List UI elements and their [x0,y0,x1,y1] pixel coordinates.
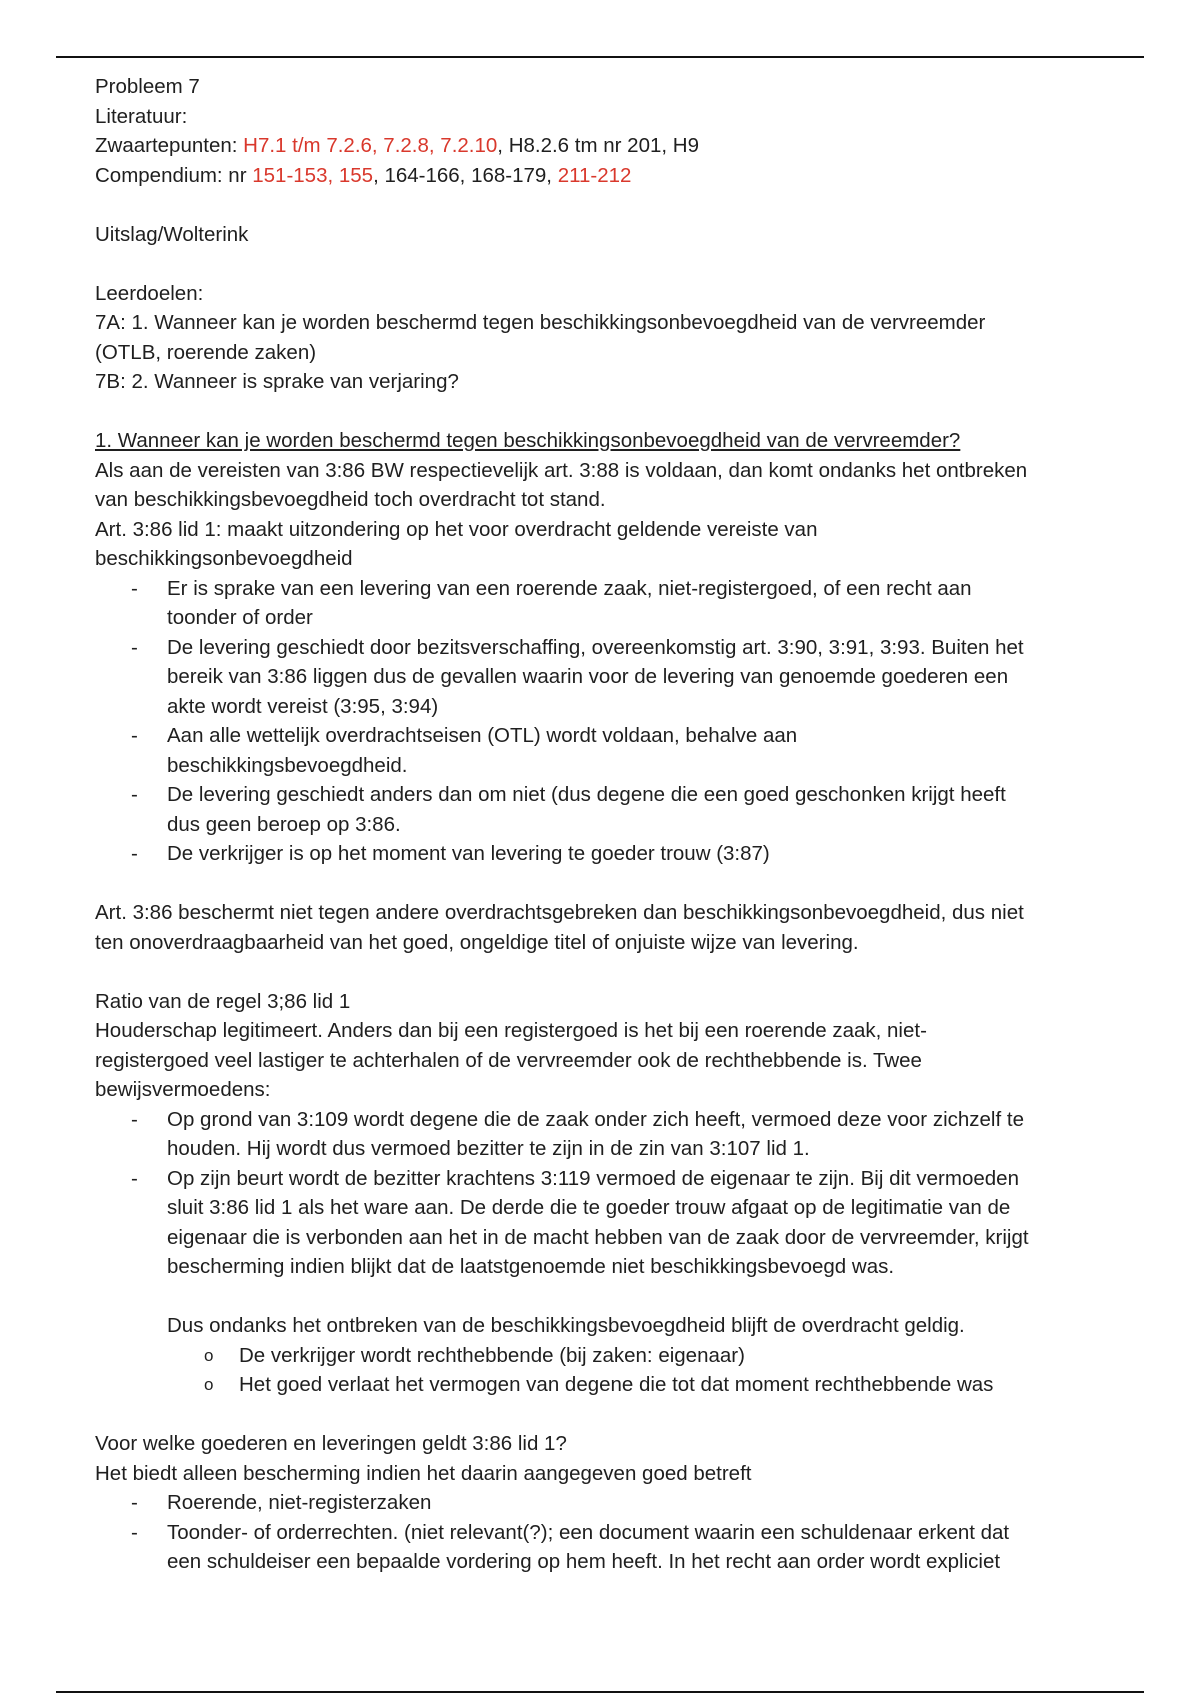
compendium-highlight-2: 211-212 [557,163,632,187]
section-1-intro-line-1: Als aan de vereisten van 3:86 BW respectievelijk art. 3:88 is voldaan, dan komt ondanks het ontbreken [95,458,1028,482]
list-item-line: - Er is sprake van een levering van een roerende zaak, niet-registergoed, of een recht aan [167,576,972,600]
article-line-1: Art. 3:86 lid 1: maakt uitzondering op het voor overdracht geldende vereiste van [95,517,818,541]
page-title: Probleem 7 [95,75,200,98]
list-item-line: - De levering geschiedt door bezitsverschaffing, overeenkomstig art. 3:90, 3:91, 3:93. Buiten het [167,635,1024,659]
list-item [95,574,1105,633]
list-item-line: bereik van 3:86 liggen dus de gevallen waarin voor de levering van genoemde goederen een [167,665,1009,688]
article-line-2: beschikkingsonbevoegdheid [95,547,353,570]
list-item-line: o De verkrijger wordt rechthebbende (bij zaken: eigenaar) [239,1343,745,1367]
list-item [95,1370,1105,1400]
compendium-middle: , 164-166, 168-179, [373,163,558,187]
list-item-line: - Op zijn beurt wordt de bezitter krachtens 3:119 vermoed de eigenaar te zijn. Bij dit vermoeden [167,1166,1019,1190]
list-item-line: dus geen beroep op 3:86. [167,812,401,836]
goods-intro: Het biedt alleen bescherming indien het daarin aangegeven goed betreft [95,1461,752,1485]
section-1-heading: 1. Wanneer kan je worden beschermd tegen beschikkingsonbevoegdheid van de vervreemder? [95,429,961,452]
list-item-line: - Toonder- of orderrechten. (niet relevant(?); een document waarin een schuldenaar erkent dat [167,1520,1010,1544]
list-item-line: beschikkingsbevoegdheid. [167,753,408,777]
compendium-highlight-1: 151-153, 155 [252,163,374,187]
list-item-line: toonder of order [167,606,313,629]
literature-label: Literatuur: [95,104,188,128]
list-item [95,1488,1105,1518]
list-item [95,1164,1105,1282]
compendium-line [95,161,1105,191]
list-item-line: - Op grond van 3:109 wordt degene die de zaak onder zich heeft, vermoed deze voor zichzelf te [167,1107,1024,1131]
compendium-label: Compendium: nr [95,163,253,187]
goal-7a-line-1: 7A: 1. Wanneer kan je worden beschermd tegen beschikkingsonbevoegdheid van de vervreemder [95,311,986,334]
note-line-2: ten onoverdraagbaarheid van het goed, ongeldige titel of onjuiste wijze van levering. [95,930,859,954]
zwaartepunten-label: Zwaartepunten: [95,134,244,157]
list-item-line: een schuldeiser een bepaalde vordering op hem heeft. In het recht aan order wordt expliciet [167,1550,1001,1573]
list-item [95,780,1105,839]
list-item [95,721,1105,780]
section-1-intro-line-2: van beschikkingsbevoegdheid toch overdracht tot stand. [95,488,606,511]
list-item [95,1518,1105,1577]
list-item [95,839,1105,869]
zwaartepunten-rest: , H8.2.6 tm nr 201, H9 [497,134,699,157]
document-body [95,72,1105,1577]
bottom-rule [56,1691,1144,1693]
list-item-line: akte wordt vereist (3:95, 3:94) [167,694,439,718]
goods-list [95,1488,1105,1577]
list-item [95,633,1105,722]
list-item-line: - Roerende, niet-registerzaken [167,1491,432,1514]
ratio-heading: Ratio van de regel 3;86 lid 1 [95,989,351,1013]
goods-heading: Voor welke goederen en leveringen geldt 3:86 lid 1? [95,1432,567,1455]
presumptions-list [95,1105,1105,1282]
list-item-line: - De verkrijger is op het moment van levering te goeder trouw (3:87) [167,842,770,865]
list-item-line: - De levering geschiedt anders dan om niet (dus degene die een goed geschonken krijgt heeft [167,783,1006,806]
goal-7b: 7B: 2. Wanneer is sprake van verjaring? [95,370,459,393]
zwaartepunten-line [95,131,1105,161]
list-item [95,1341,1105,1371]
note-line-1: Art. 3:86 beschermt niet tegen andere overdrachtsgebreken dan beschikkingsonbevoegdheid, dus niet [95,901,1024,924]
list-item-line: sluit 3:86 lid 1 als het ware aan. De derde die te goeder trouw afgaat op de legitimatie van de [167,1196,1011,1219]
leerdoelen-label: Leerdoelen: [95,281,204,305]
ratio-paragraph-line-3: bewijsvermoedens: [95,1078,271,1101]
list-item-line: o Het goed verlaat het vermogen van degene die tot dat moment rechthebbende was [239,1373,994,1396]
consequences-list [95,1341,1105,1400]
source-line: Uitslag/Wolterink [95,222,249,246]
requirements-list [95,574,1105,869]
list-item [95,1105,1105,1164]
list-item-line: bescherming indien blijkt dat de laatstgenoemde niet beschikkingsbevoegd was. [167,1255,895,1278]
goal-7a-line-2: (OTLB, roerende zaken) [95,340,317,364]
zwaartepunten-highlight: H7.1 t/m 7.2.6, 7.2.8, 7.2.10 [243,134,498,157]
ratio-paragraph-line-2: registergoed veel lastiger te achterhalen of de vervreemder ook de rechthebbende is. Twee [95,1048,922,1072]
conclusion-line: Dus ondanks het ontbreken van de beschikkingsbevoegdheid blijft de overdracht geldig. [167,1314,965,1337]
list-item-line: eigenaar die is verbonden aan het in de macht hebben van de zaak door de vervreemder, krijgt [167,1225,1029,1249]
ratio-paragraph-line-1: Houderschap legitimeert. Anders dan bij een registergoed is het bij een roerende zaak, niet- [95,1019,927,1042]
list-item-line: - Aan alle wettelijk overdrachtseisen (OTL) wordt voldaan, behalve aan [167,724,798,747]
list-item-line: houden. Hij wordt dus vermoed bezitter te zijn in de zin van 3:107 lid 1. [167,1137,810,1160]
top-rule [56,56,1144,58]
